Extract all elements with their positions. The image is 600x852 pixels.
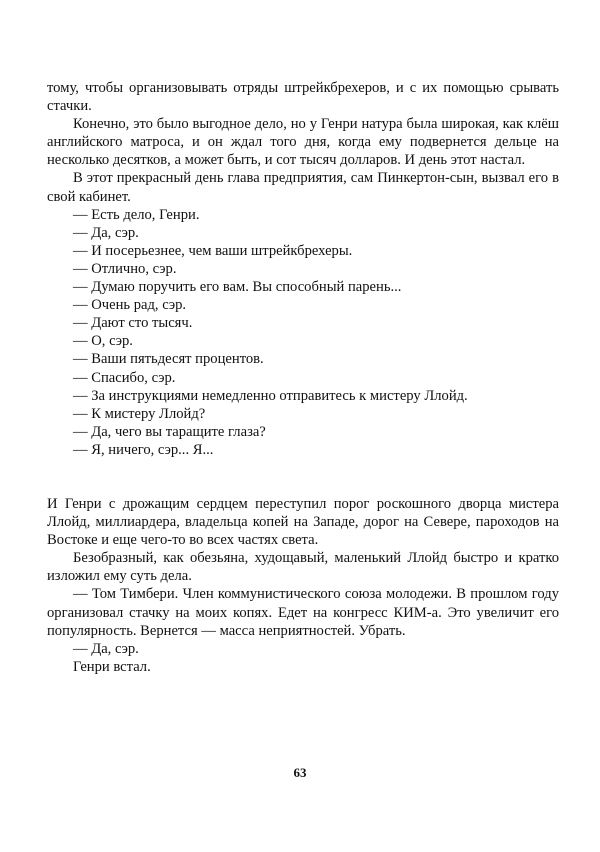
paragraph: — Есть дело, Генри. [73, 206, 200, 223]
paragraph: тому, чтобы организовывать отряды штрейкбрехеров, и с их помощью срывать стачки. [47, 80, 559, 115]
text-section-2 [47, 495, 559, 676]
paragraph: — Думаю поручить его вам. Вы способный парень... [73, 279, 402, 296]
text-section-1 [47, 79, 559, 459]
page-body [47, 79, 559, 676]
paragraph: — За инструкциями немедленно отправитесь к мистеру Ллойд. [73, 387, 468, 404]
paragraph: — Ваши пятьдесят процентов. [73, 351, 264, 368]
paragraph: — Спасибо, сэр. [73, 369, 176, 386]
paragraph: — Я, ничего, сэр... Я... [73, 441, 214, 458]
paragraph: Конечно, это было выгодное дело, но у Генри натура была широкая, как клёш английского матроса, и он ждал того дня, когда ему подвернется дельце на несколько десятков, а может быть, и сот тысяч долларов. И день этот настал. [47, 116, 559, 169]
paragraph: В этот прекрасный день глава предприятия, сам Пинкертон-сын, вызвал его в свой кабинет. [47, 170, 559, 205]
paragraph: — Да, сэр. [73, 640, 139, 657]
paragraph: — Дают сто тысяч. [73, 315, 193, 332]
paragraph: — Очень рад, сэр. [73, 297, 187, 314]
paragraph: — К мистеру Ллойд? [73, 405, 206, 422]
paragraph: — Да, чего вы таращите глаза? [73, 423, 266, 440]
paragraph: — Да, сэр. [73, 224, 139, 241]
paragraph: И Генри с дрожащим сердцем переступил порог роскошного дворца мистера Ллойд, миллиардера, владельца копей на Западе, дорог на Севере, пароходов на Востоке и еще чего-то во всех частях света. [47, 495, 559, 549]
page-number: 63 [293, 765, 307, 780]
paragraph: — Отлично, сэр. [73, 260, 177, 277]
paragraph: — Том Тимбери. Член коммунистического союза молодежи. В прошлом году организовал стачку на моих копях. Едет на конгресс КИМ-а. Это увеличит его популярность. Вернется — масса неприятностей. Убрать. [47, 586, 559, 639]
paragraph: — И посерьезнее, чем ваши штрейкбрехеры. [73, 242, 353, 259]
paragraph: Безобразный, как обезьяна, худощавый, маленький Ллойд быстро и кратко изложил ему суть дела. [47, 550, 559, 585]
section-break [47, 459, 559, 495]
paragraph: — О, сэр. [73, 333, 133, 350]
paragraph: Генри встал. [73, 658, 151, 675]
